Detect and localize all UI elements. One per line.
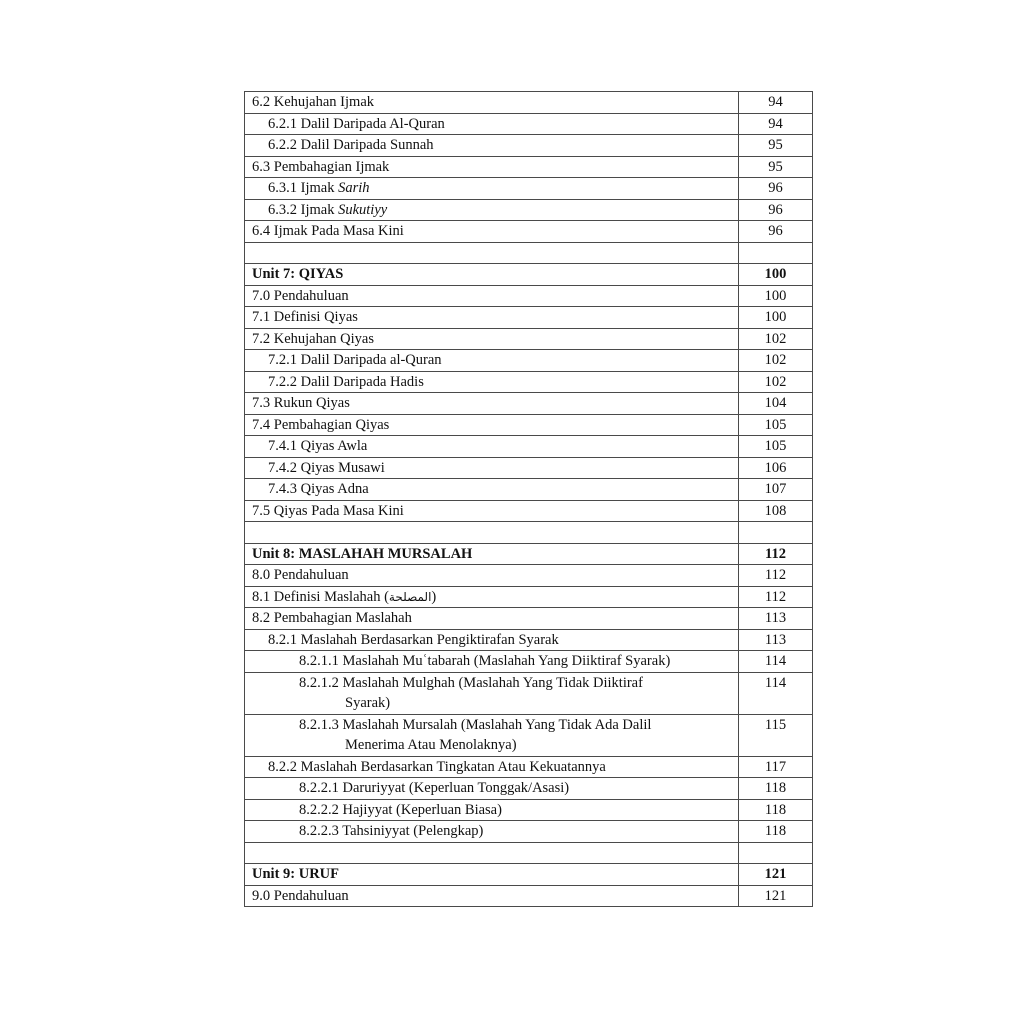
- entry-page-number: 118: [739, 821, 813, 843]
- entry-title-cell: [245, 714, 739, 756]
- entry-title-cell: [245, 156, 739, 178]
- unit-heading-row: [245, 864, 813, 886]
- toc-row: [245, 436, 813, 458]
- toc-row: [245, 651, 813, 673]
- toc-row: [245, 500, 813, 522]
- entry-title: 7.2 Kehujahan Qiyas: [252, 330, 375, 347]
- toc-row: [245, 885, 813, 907]
- entry-page-number: 114: [739, 672, 813, 714]
- entry-title-cell: [245, 565, 739, 587]
- entry-page-number: 102: [739, 371, 813, 393]
- toc-row: [245, 778, 813, 800]
- blank-cell: [245, 522, 739, 544]
- entry-title: 6.2.2 Dalil Daripada Sunnah: [268, 137, 434, 153]
- entry-title-italic: Sukutiyy: [338, 201, 388, 218]
- entry-title: 8.1 Definisi Maslahah (: [252, 588, 389, 605]
- entry-title-cell: [245, 821, 739, 843]
- entry-page-number: 115: [739, 714, 813, 756]
- toc-row: [245, 371, 813, 393]
- entry-title: 6.3 Pembahagian Ijmak: [252, 158, 390, 175]
- blank-row: [245, 522, 813, 544]
- entry-title-cell: [245, 629, 739, 651]
- blank-row: [245, 842, 813, 864]
- entry-title-cell: [245, 778, 739, 800]
- toc-row: [245, 457, 813, 479]
- blank-row: [245, 242, 813, 264]
- toc-row: [245, 350, 813, 372]
- unit-heading-row: [245, 543, 813, 565]
- unit-heading-row: [245, 264, 813, 286]
- entry-page-number: 113: [739, 629, 813, 651]
- entry-title: 7.5 Qiyas Pada Masa Kini: [252, 502, 404, 519]
- toc-row: [245, 756, 813, 778]
- entry-page-number: 96: [739, 221, 813, 243]
- entry-title-continuation: Syarak): [345, 695, 391, 711]
- blank-cell: [245, 842, 739, 864]
- entry-title-italic: Sarih: [338, 180, 370, 196]
- entry-title: Unit 7: QIYAS: [252, 266, 344, 282]
- entry-title-cell: [245, 436, 739, 458]
- entry-page-number: 118: [739, 778, 813, 800]
- toc-row: [245, 178, 813, 200]
- entry-page-number: 96: [739, 199, 813, 221]
- entry-page-number: 112: [739, 543, 813, 565]
- toc-row: [245, 565, 813, 587]
- entry-title: 8.2.2.3 Tahsiniyyat (Pelengkap): [299, 823, 484, 839]
- entry-title-cell: [245, 221, 739, 243]
- toc-row: [245, 328, 813, 350]
- toc-row: [245, 714, 813, 756]
- entry-title: 6.4 Ijmak Pada Masa Kini: [252, 223, 404, 239]
- entry-page-number: 104: [739, 393, 813, 415]
- entry-title: 7.4.1 Qiyas Awla: [268, 438, 368, 454]
- entry-page-number: 94: [739, 92, 813, 114]
- entry-title: 6.3.2 Ijmak: [268, 201, 339, 218]
- entry-page-number: 106: [739, 457, 813, 479]
- entry-page-number: 100: [739, 264, 813, 286]
- entry-title: 7.4.2 Qiyas Musawi: [268, 459, 385, 476]
- entry-page-number: 107: [739, 479, 813, 501]
- entry-page-number: 100: [739, 285, 813, 307]
- entry-page-number: 96: [739, 178, 813, 200]
- entry-title: 8.2.2 Maslahah Berdasarkan Tingkatan Atau Kekuatannya: [268, 758, 606, 775]
- entry-page-number: 118: [739, 799, 813, 821]
- entry-page-number: 121: [739, 864, 813, 886]
- entry-page-number: 105: [739, 436, 813, 458]
- toc-row: [245, 629, 813, 651]
- entry-title-cell: [245, 799, 739, 821]
- entry-page-number: 114: [739, 651, 813, 673]
- entry-title: 6.3.1 Ijmak: [268, 180, 339, 196]
- entry-page-number: 117: [739, 756, 813, 778]
- entry-title: 8.2 Pembahagian Maslahah: [252, 610, 412, 626]
- entry-title: 7.3 Rukun Qiyas: [252, 395, 350, 411]
- toc-body: [245, 92, 813, 907]
- entry-title-cell: [245, 307, 739, 329]
- table-of-contents: [244, 91, 813, 907]
- entry-title-cell: [245, 608, 739, 630]
- entry-title: 9.0 Pendahuluan: [252, 887, 349, 904]
- entry-title: 6.2 Kehujahan Ijmak: [252, 94, 375, 110]
- entry-title: 7.2.2 Dalil Daripada Hadis: [268, 373, 424, 390]
- entry-page-number: 112: [739, 565, 813, 587]
- entry-title: Unit 9: URUF: [252, 866, 339, 882]
- entry-title-cell: [245, 672, 739, 714]
- entry-title-arabic: المصلحة: [388, 589, 432, 604]
- entry-title: 6.2.1 Dalil Daripada Al-Quran: [268, 115, 445, 132]
- toc-row: [245, 221, 813, 243]
- entry-title: Unit 8: MASLAHAH MURSALAH: [252, 545, 473, 562]
- toc-row: [245, 799, 813, 821]
- toc-row: [245, 199, 813, 221]
- entry-title-cell: [245, 285, 739, 307]
- entry-title-cell: [245, 414, 739, 436]
- entry-title-cell: [245, 350, 739, 372]
- entry-title-cell: [245, 113, 739, 135]
- entry-title: 8.2.1.3 Maslahah Mursalah (Maslahah Yang Tidak Ada Dalil: [299, 716, 652, 733]
- blank-cell: [245, 242, 739, 264]
- entry-title: 7.0 Pendahuluan: [252, 287, 349, 304]
- entry-title-cell: [245, 479, 739, 501]
- toc-row: [245, 113, 813, 135]
- toc-row: [245, 285, 813, 307]
- entry-title-suffix: ): [431, 588, 437, 605]
- blank-cell: [739, 242, 813, 264]
- entry-page-number: 113: [739, 608, 813, 630]
- toc-row: [245, 479, 813, 501]
- entry-title-cell: [245, 864, 739, 886]
- entry-title: 7.2.1 Dalil Daripada al-Quran: [268, 352, 442, 368]
- entry-title-cell: [245, 457, 739, 479]
- entry-title: 7.4 Pembahagian Qiyas: [252, 416, 390, 433]
- toc-row: [245, 672, 813, 714]
- entry-page-number: 100: [739, 307, 813, 329]
- entry-page-number: 121: [739, 885, 813, 907]
- entry-title-cell: [245, 135, 739, 157]
- toc-row: [245, 586, 813, 608]
- entry-title: 7.1 Definisi Qiyas: [252, 309, 358, 325]
- entry-title: 8.2.1 Maslahah Berdasarkan Pengiktirafan Syarak: [268, 631, 559, 648]
- entry-title-cell: [245, 178, 739, 200]
- entry-title-cell: [245, 264, 739, 286]
- toc-row: [245, 414, 813, 436]
- entry-title-cell: [245, 543, 739, 565]
- entry-title: 8.0 Pendahuluan: [252, 567, 349, 583]
- entry-title-cell: [245, 199, 739, 221]
- entry-title: 8.2.2.2 Hajiyyat (Keperluan Biasa): [299, 801, 502, 818]
- entry-page-number: 102: [739, 350, 813, 372]
- entry-page-number: 95: [739, 156, 813, 178]
- entry-title-cell: [245, 500, 739, 522]
- entry-title-cell: [245, 756, 739, 778]
- entry-title: 8.2.1.1 Maslahah Muʿtabarah (Maslahah Yang Diiktiraf Syarak): [299, 653, 671, 669]
- entry-page-number: 112: [739, 586, 813, 608]
- toc-row: [245, 307, 813, 329]
- entry-title: 8.2.2.1 Daruriyyat (Keperluan Tonggak/Asasi): [299, 780, 570, 796]
- entry-title-cell: [245, 586, 739, 608]
- entry-page-number: 102: [739, 328, 813, 350]
- blank-cell: [739, 522, 813, 544]
- entry-title: 7.4.3 Qiyas Adna: [268, 481, 369, 497]
- entry-title-cell: [245, 885, 739, 907]
- toc-row: [245, 156, 813, 178]
- entry-title-cell: [245, 371, 739, 393]
- blank-cell: [739, 842, 813, 864]
- toc-row: [245, 135, 813, 157]
- entry-title-cell: [245, 92, 739, 114]
- entry-page-number: 105: [739, 414, 813, 436]
- toc-row: [245, 608, 813, 630]
- toc-row: [245, 821, 813, 843]
- entry-page-number: 94: [739, 113, 813, 135]
- entry-title: 8.2.1.2 Maslahah Mulghah (Maslahah Yang Tidak Diiktiraf: [299, 674, 643, 691]
- entry-title-cell: [245, 651, 739, 673]
- entry-page-number: 108: [739, 500, 813, 522]
- entry-title-cell: [245, 393, 739, 415]
- entry-title-cell: [245, 328, 739, 350]
- toc-row: [245, 393, 813, 415]
- entry-title-continuation: Menerima Atau Menolaknya): [345, 737, 517, 753]
- toc-row: [245, 92, 813, 114]
- entry-page-number: 95: [739, 135, 813, 157]
